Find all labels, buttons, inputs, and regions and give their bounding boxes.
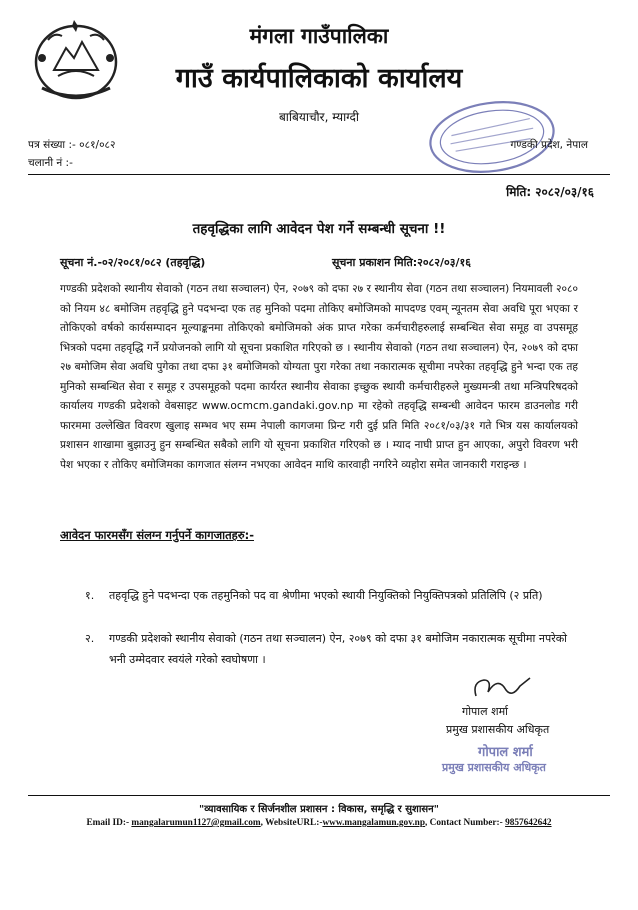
list-item-number: २. bbox=[85, 632, 95, 645]
list-item bbox=[85, 628, 580, 670]
notice-number: सूचना नं.-०२/२०८१/०८२ (तहवृद्धि) bbox=[60, 256, 206, 269]
office-address: बाबियाचौर, म्याग्दी bbox=[278, 110, 360, 124]
publish-date: सूचना प्रकाशन मिति:२०८२/०३/१६ bbox=[332, 256, 471, 269]
notice-body: गण्डकी प्रदेशको स्थानीय सेवाको (गठन तथा सञ्चालन) ऐन, २०७९ को दफा २७ र स्थानीय सेवा (गठन तथा सञ्चालन) नियमावली २०८० को नियम ४८ बमोजिम तहवृद्धि हुने पदभन्दा एक तह मुनिको पदमा तोकिए बमोजिमको मापदण्ड एवम् न्यूनतम सेवा अवधि पूरा भएका र तोकिएको वर्षको कार्यसम्पादन मूल्याङ्कनमा तोकिएको बमोजिमको अंक प्राप्त गरेका कर्मचारीहरुलाई सम्बन्धित सेवा समूह वा उपसमूह भित्रको पदमा तहवृद्धि गर्ने प्रयोजनको लागि यो सूचना प्रकाशित गरिएको छ । स्थानीय सेवाको (गठन तथा सञ्चालन) ऐन, २०७९ को दफा २७ बमोजिम सेवा अवधि पुगेका तथा दफा ३१ बमोजिमको योग्यता पुरा गरेका तथा नकारात्मक सूचीमा नपरेका तहवृद्धि हुने भन्दा एक तह मुनिको सम्बन्धित सेवा र समूह र उपसमूहको पदमा कार्यरत स्थानीय सेवाका इच्छुक स्थायी कर्मचारीहरुले मुख्यमन्त्री तथा मन्त्रिपरिषदको कार्यालय गण्डकी प्रदेशको वेबसाइट www.ocmcm.gandaki.gov.np मा रहेको तहवृद्धि सम्बन्धी आवेदन फारम डाउनलोड गरी फारममा उल्लेखित विवरण खुलाइ सम्भव भए सम्म नेपाली कागजमा प्रिन्ट गरी दुई प्रति मिति २०८१/०३/३१ गते भित्र यस कार्यालयको प्रशासन शाखामा बुझाउनु हुन सम्बन्धित सबैको लागि यो सूचना प्रकाशित गरिएको छ । म्याद नाघी प्राप्त हुन आएका, अपुरो विवरण भरी पेश भएका र तोकिए बमोजिमका कागजात संलग्न नभएका आवेदन माथि कारवाही नगरिने व्यहोरा समेत जानकारी गराइन्छ । bbox=[60, 283, 578, 471]
signatory-name: गोपाल शर्मा bbox=[462, 705, 509, 718]
name-stamp: गोपाल शर्मा bbox=[478, 745, 533, 760]
list-item-text: गण्डकी प्रदेशको स्थानीय सेवाको (गठन तथा सञ्चालन) ऐन, २०७९ को दफा ३१ बमोजिम नकारात्मक सूचीमा नपरेको भनी उम्मेदवार स्वयंले गरेको स्वघोषणा । bbox=[109, 632, 567, 666]
province-label: गण्डकी प्रदेश, नेपाल bbox=[510, 139, 588, 151]
email-label: Email ID:- bbox=[86, 818, 132, 828]
official-stamp bbox=[422, 96, 562, 178]
signatory-title: प्रमुख प्रशासकीय अधिकृत bbox=[446, 723, 550, 736]
patra-sankhya: पत्र संख्या :- ०८१/०८२ bbox=[28, 139, 116, 151]
notice-title: तहवृद्धिका लागि आवेदन पेश गर्ने सम्बन्धी सूचना !! bbox=[192, 221, 446, 237]
footer-contact bbox=[0, 818, 638, 828]
email-link[interactable]: mangalarumun1127@gmail.com bbox=[131, 818, 261, 828]
contact-label: , Contact Number:- bbox=[425, 818, 506, 828]
list-item-text: तहवृद्धि हुने पदभन्दा एक तहमुनिको पद वा श्रेणीमा भएको स्थायी नियुक्तिको नियुक्तिपत्रको प्रतिलिपि (२ प्रति) bbox=[109, 589, 543, 602]
handwritten-signature bbox=[468, 672, 538, 706]
chalani-number: चलानी नं :- bbox=[28, 157, 73, 169]
website-link[interactable]: www.mangalamun.gov.np bbox=[322, 818, 426, 828]
website-label: , WebsiteURL:- bbox=[260, 818, 323, 828]
list-item-number: १. bbox=[85, 589, 95, 602]
contact-number: 9857642642 bbox=[505, 818, 552, 828]
footer-divider bbox=[28, 795, 610, 796]
title-stamp: प्रमुख प्रशासकीय अधिकृत bbox=[442, 761, 546, 774]
letter-date: मिति: २०८२/०३/१६ bbox=[506, 185, 594, 199]
footer-motto: "व्यावसायिक र सिर्जनशील प्रशासन : विकास, समृद्धि र सुशासन" bbox=[199, 804, 439, 815]
attachments-heading: आवेदन फारमसँग संलग्न गर्नुपर्ने कागजातहरु:- bbox=[60, 528, 254, 542]
municipality-name: मंगला गाउँपालिका bbox=[249, 24, 389, 48]
list-item bbox=[85, 585, 580, 606]
office-name: गाउँ कार्यपालिकाको कार्यालय bbox=[175, 63, 463, 94]
header-divider bbox=[28, 174, 610, 175]
